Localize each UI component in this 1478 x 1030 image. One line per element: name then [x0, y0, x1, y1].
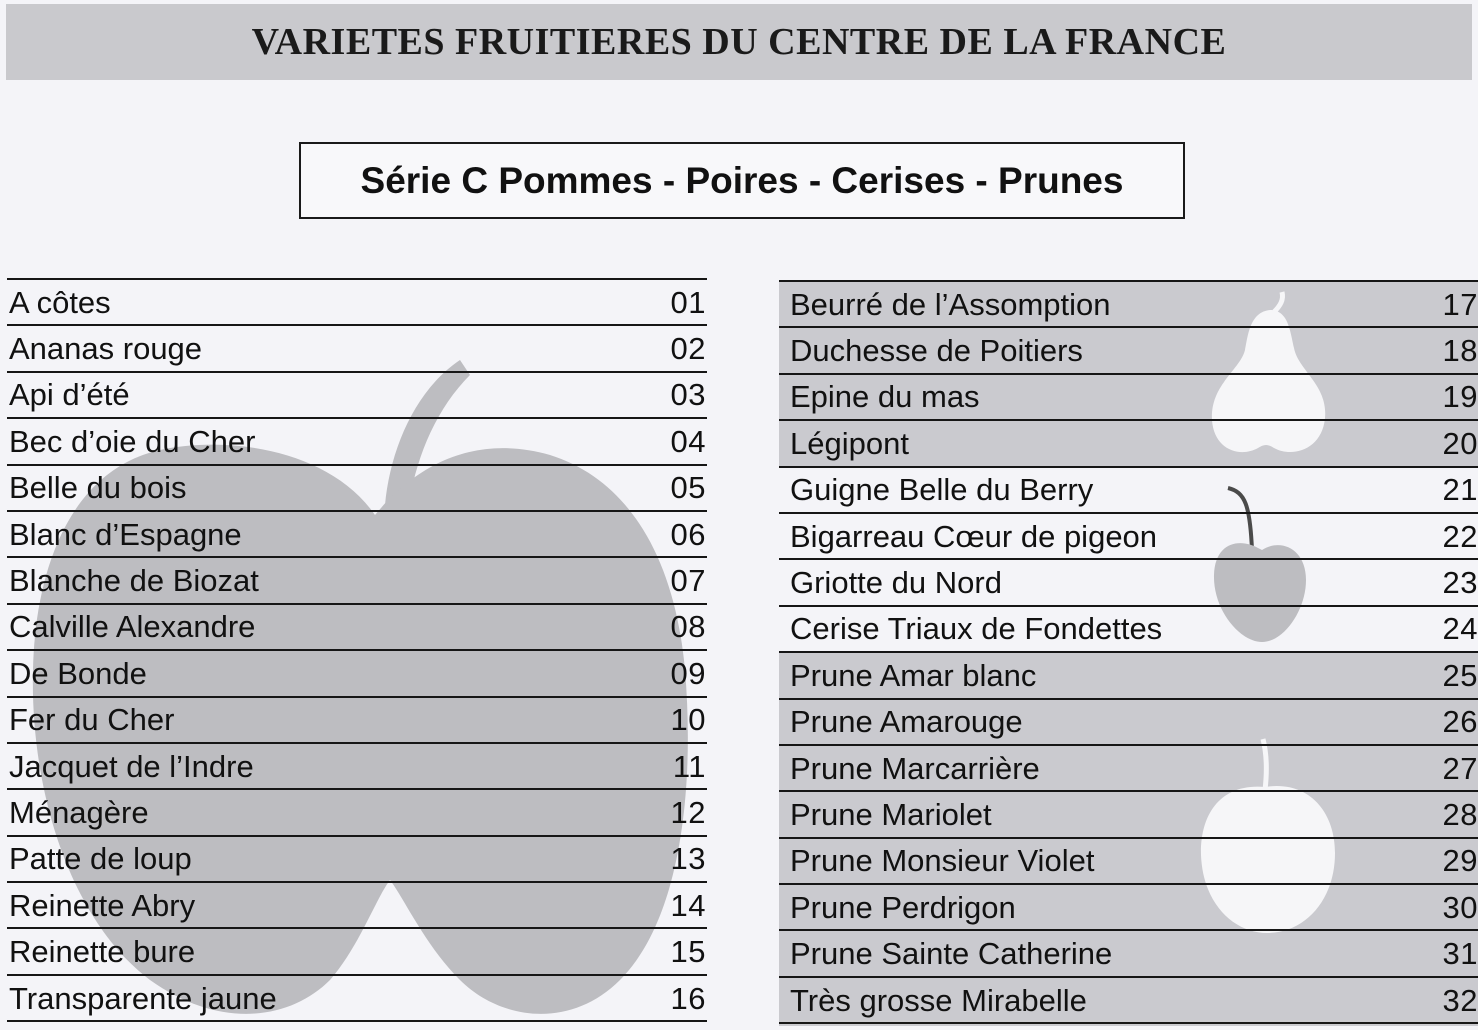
- variety-number: 03: [670, 377, 706, 413]
- list-item: [7, 974, 707, 1022]
- list-item: [7, 788, 707, 834]
- variety-number: 10: [670, 702, 706, 738]
- list-item: [7, 649, 707, 695]
- list-item: [779, 605, 1478, 651]
- variety-number: 32: [1442, 982, 1478, 1018]
- variety-number: 25: [1442, 657, 1478, 693]
- variety-name: Prune Amar blanc: [790, 657, 1037, 693]
- list-item: [779, 373, 1478, 419]
- list-item: [7, 881, 707, 927]
- list-item: [7, 696, 707, 742]
- variety-name: Prune Monsieur Violet: [790, 843, 1095, 879]
- list-item: [779, 419, 1478, 465]
- variety-number: 19: [1442, 379, 1478, 415]
- variety-name: Fer du Cher: [9, 702, 175, 738]
- variety-name: Prune Marcarrière: [790, 750, 1040, 786]
- variety-number: 06: [670, 516, 706, 552]
- variety-name: Guigne Belle du Berry: [790, 472, 1094, 508]
- variety-name: Prune Sainte Catherine: [790, 936, 1113, 972]
- variety-name: Calville Alexandre: [9, 609, 256, 645]
- variety-number: 07: [670, 563, 706, 599]
- variety-number: 29: [1442, 843, 1478, 879]
- series-title: Série C Pommes - Poires - Cerises - Prunes: [360, 159, 1124, 201]
- variety-name: Légipont: [790, 425, 909, 461]
- list-item: [779, 280, 1478, 326]
- variety-number: 16: [670, 980, 706, 1016]
- list-item: [7, 510, 707, 556]
- variety-number: 26: [1442, 704, 1478, 740]
- variety-name: Prune Perdrigon: [790, 889, 1016, 925]
- list-item: [7, 464, 707, 510]
- variety-name: Très grosse Mirabelle: [790, 982, 1087, 1018]
- variety-name: Prune Amarouge: [790, 704, 1023, 740]
- variety-number: 17: [1442, 286, 1478, 322]
- variety-name: Duchesse de Poitiers: [790, 333, 1083, 369]
- list-item: [7, 278, 707, 324]
- variety-number: 04: [670, 423, 706, 459]
- list-item: [7, 603, 707, 649]
- variety-number: 23: [1442, 565, 1478, 601]
- list-item: [779, 466, 1478, 512]
- variety-name: Reinette bure: [9, 934, 196, 970]
- variety-number: 13: [670, 841, 706, 877]
- variety-number: 27: [1442, 750, 1478, 786]
- list-item: [779, 929, 1478, 975]
- variety-name: Ménagère: [9, 794, 149, 830]
- variety-name: Beurré de l’Assomption: [790, 286, 1111, 322]
- title-banner: [6, 4, 1472, 80]
- list-item: [779, 512, 1478, 558]
- list-item: [779, 326, 1478, 372]
- list-item: [7, 417, 707, 463]
- variety-number: 20: [1442, 425, 1478, 461]
- variety-number: 24: [1442, 611, 1478, 647]
- variety-number: 11: [672, 748, 706, 784]
- list-item: [7, 371, 707, 417]
- variety-name: Jacquet de l’Indre: [9, 748, 254, 784]
- variety-name: Prune Mariolet: [790, 796, 992, 832]
- variety-name: Bec d’oie du Cher: [9, 423, 256, 459]
- variety-name: A côtes: [9, 284, 111, 320]
- variety-number: 05: [670, 470, 706, 506]
- variety-name: Reinette Abry: [9, 887, 196, 923]
- variety-number: 31: [1442, 936, 1478, 972]
- variety-number: 02: [670, 331, 706, 367]
- variety-number: 21: [1442, 472, 1478, 508]
- list-item: [779, 651, 1478, 697]
- variety-number: 15: [670, 934, 706, 970]
- variety-number: 09: [670, 655, 706, 691]
- variety-name: Blanche de Biozat: [9, 563, 259, 599]
- variety-number: 08: [670, 609, 706, 645]
- page-title: VARIETES FRUITIERES DU CENTRE DE LA FRANCE: [251, 21, 1227, 63]
- list-item: [779, 883, 1478, 929]
- list-item: [7, 324, 707, 370]
- list-item: [7, 556, 707, 602]
- list-item: [779, 976, 1478, 1024]
- variety-number: 28: [1442, 796, 1478, 832]
- variety-number: 01: [670, 284, 706, 320]
- variety-number: 18: [1442, 333, 1478, 369]
- list-item: [779, 790, 1478, 836]
- list-item: [779, 837, 1478, 883]
- variety-number: 22: [1442, 518, 1478, 554]
- variety-name: Cerise Triaux de Fondettes: [790, 611, 1163, 647]
- variety-name: Epine du mas: [790, 379, 980, 415]
- list-item: [7, 835, 707, 881]
- variety-name: Griotte du Nord: [790, 565, 1002, 601]
- pear-cherry-plum-varieties-list: [779, 280, 1478, 1024]
- variety-number: 12: [670, 794, 706, 830]
- list-item: [779, 744, 1478, 790]
- variety-name: Patte de loup: [9, 841, 192, 877]
- series-box: [299, 142, 1185, 219]
- variety-name: Blanc d’Espagne: [9, 516, 242, 552]
- list-item: [7, 927, 707, 973]
- variety-name: Ananas rouge: [9, 331, 203, 367]
- list-item: [7, 742, 707, 788]
- variety-number: 30: [1442, 889, 1478, 925]
- list-item: [779, 698, 1478, 744]
- variety-name: De Bonde: [9, 655, 147, 691]
- variety-number: 14: [670, 887, 706, 923]
- variety-name: Api d’été: [9, 377, 130, 413]
- list-item: [779, 558, 1478, 604]
- apple-varieties-list: [7, 278, 707, 1022]
- variety-name: Transparente jaune: [9, 980, 277, 1016]
- variety-name: Belle du bois: [9, 470, 187, 506]
- variety-name: Bigarreau Cœur de pigeon: [790, 518, 1158, 554]
